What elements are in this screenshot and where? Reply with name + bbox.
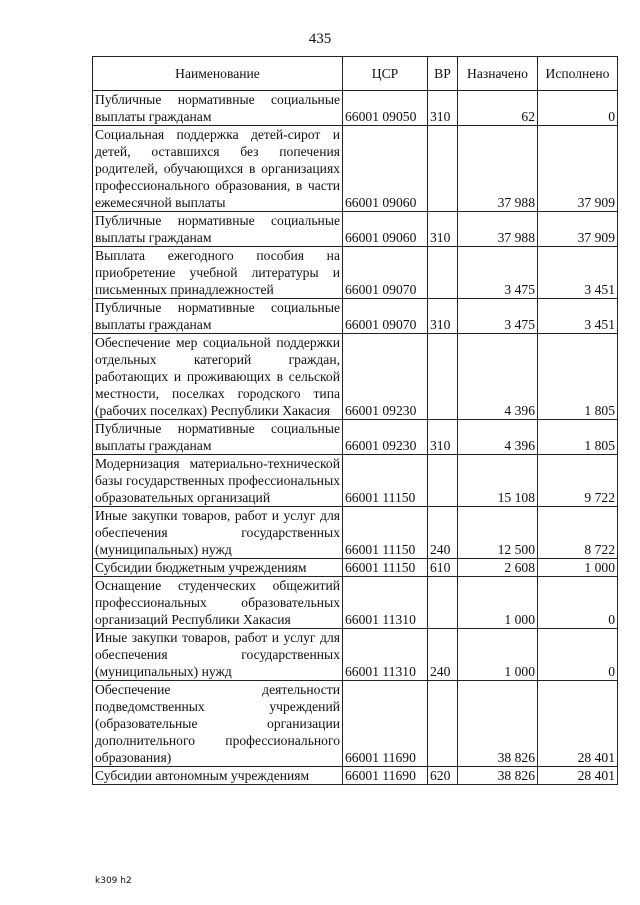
page-number: 435 <box>308 31 332 47</box>
cell-csr: 66001 09070 <box>343 247 428 299</box>
cell-vr <box>428 247 458 299</box>
table-row <box>93 334 618 420</box>
cell-executed: 1 805 <box>538 334 618 420</box>
table-row <box>93 455 618 507</box>
cell-executed: 28 401 <box>538 767 618 785</box>
table-header-row <box>93 57 618 91</box>
cell-name: Социальная поддержка детей-сирот и детей, оставшихся без попечения родителей, обучающихся в организациях профессионального образования, в части ежемесячной выплаты <box>93 126 343 212</box>
table-row <box>93 212 618 247</box>
header-csr: ЦСР <box>343 57 428 91</box>
cell-assigned: 38 826 <box>458 681 538 767</box>
cell-executed: 3 451 <box>538 247 618 299</box>
cell-name: Оснащение студенческих общежитий профессиональных образовательных организаций Республики Хакасия <box>93 577 343 629</box>
cell-executed: 3 451 <box>538 299 618 334</box>
cell-assigned: 37 988 <box>458 126 538 212</box>
cell-assigned: 12 500 <box>458 507 538 559</box>
cell-assigned: 3 475 <box>458 247 538 299</box>
cell-name: Выплата ежегодного пособия на приобретение учебной литературы и письменных принадлежностей <box>93 247 343 299</box>
cell-name: Обеспечение деятельности подведомственных учреждений (образовательные организации дополнительного профессионального образования) <box>93 681 343 767</box>
cell-name: Субсидии автономным учреждениям <box>93 767 343 785</box>
cell-assigned: 38 826 <box>458 767 538 785</box>
cell-name: Иные закупки товаров, работ и услуг для обеспечения государственных (муниципальных) нужд <box>93 507 343 559</box>
cell-csr: 66001 11150 <box>343 455 428 507</box>
cell-csr: 66001 11310 <box>343 629 428 681</box>
cell-vr: 240 <box>428 629 458 681</box>
cell-csr: 66001 11690 <box>343 681 428 767</box>
cell-name: Модернизация материально-технической базы государственных профессиональных образовательных организаций <box>93 455 343 507</box>
cell-assigned: 4 396 <box>458 420 538 455</box>
cell-csr: 66001 09230 <box>343 334 428 420</box>
cell-executed: 0 <box>538 577 618 629</box>
header-name: Наименование <box>93 57 343 91</box>
header-vr: ВР <box>428 57 458 91</box>
cell-vr <box>428 577 458 629</box>
cell-executed: 37 909 <box>538 212 618 247</box>
cell-vr: 310 <box>428 212 458 247</box>
cell-vr: 310 <box>428 91 458 126</box>
cell-csr: 66001 11150 <box>343 507 428 559</box>
cell-csr: 66001 09050 <box>343 91 428 126</box>
header-assigned: Назначено <box>458 57 538 91</box>
cell-name: Публичные нормативные социальные выплаты гражданам <box>93 212 343 247</box>
cell-vr: 240 <box>428 507 458 559</box>
cell-executed: 1 805 <box>538 420 618 455</box>
cell-executed: 0 <box>538 629 618 681</box>
table-row <box>93 629 618 681</box>
cell-csr: 66001 09060 <box>343 212 428 247</box>
cell-assigned: 62 <box>458 91 538 126</box>
cell-executed: 0 <box>538 91 618 126</box>
cell-csr: 66001 09230 <box>343 420 428 455</box>
cell-vr: 610 <box>428 559 458 577</box>
cell-name: Публичные нормативные социальные выплаты гражданам <box>93 91 343 126</box>
cell-csr: 66001 11150 <box>343 559 428 577</box>
cell-executed: 37 909 <box>538 126 618 212</box>
cell-assigned: 2 608 <box>458 559 538 577</box>
cell-name: Иные закупки товаров, работ и услуг для обеспечения государственных (муниципальных) нужд <box>93 629 343 681</box>
table-row <box>93 681 618 767</box>
table-row <box>93 247 618 299</box>
cell-vr: 310 <box>428 299 458 334</box>
cell-executed: 9 722 <box>538 455 618 507</box>
cell-executed: 1 000 <box>538 559 618 577</box>
footer-code: k309 h2 <box>95 876 132 886</box>
cell-name: Публичные нормативные социальные выплаты гражданам <box>93 420 343 455</box>
table-body <box>93 91 618 785</box>
table-row <box>93 559 618 577</box>
cell-csr: 66001 09070 <box>343 299 428 334</box>
cell-name: Субсидии бюджетным учреждениям <box>93 559 343 577</box>
cell-assigned: 1 000 <box>458 629 538 681</box>
cell-executed: 8 722 <box>538 507 618 559</box>
cell-assigned: 1 000 <box>458 577 538 629</box>
cell-name: Публичные нормативные социальные выплаты гражданам <box>93 299 343 334</box>
cell-executed: 28 401 <box>538 681 618 767</box>
table-row <box>93 767 618 785</box>
cell-vr: 310 <box>428 420 458 455</box>
cell-assigned: 15 108 <box>458 455 538 507</box>
table-row <box>93 420 618 455</box>
cell-assigned: 3 475 <box>458 299 538 334</box>
table-row <box>93 299 618 334</box>
header-executed: Исполнено <box>538 57 618 91</box>
cell-name: Обеспечение мер социальной поддержки отдельных категорий граждан, работающих и проживающих в сельской местности, поселках городского типа (рабочих поселках) Республики Хакасия <box>93 334 343 420</box>
cell-assigned: 37 988 <box>458 212 538 247</box>
table-row <box>93 577 618 629</box>
cell-csr: 66001 11310 <box>343 577 428 629</box>
cell-vr <box>428 126 458 212</box>
cell-vr <box>428 334 458 420</box>
budget-table <box>92 56 618 785</box>
cell-csr: 66001 09060 <box>343 126 428 212</box>
cell-csr: 66001 11690 <box>343 767 428 785</box>
table-row <box>93 507 618 559</box>
cell-vr <box>428 681 458 767</box>
cell-vr <box>428 455 458 507</box>
table-row <box>93 91 618 126</box>
cell-vr: 620 <box>428 767 458 785</box>
cell-assigned: 4 396 <box>458 334 538 420</box>
table-row <box>93 126 618 212</box>
